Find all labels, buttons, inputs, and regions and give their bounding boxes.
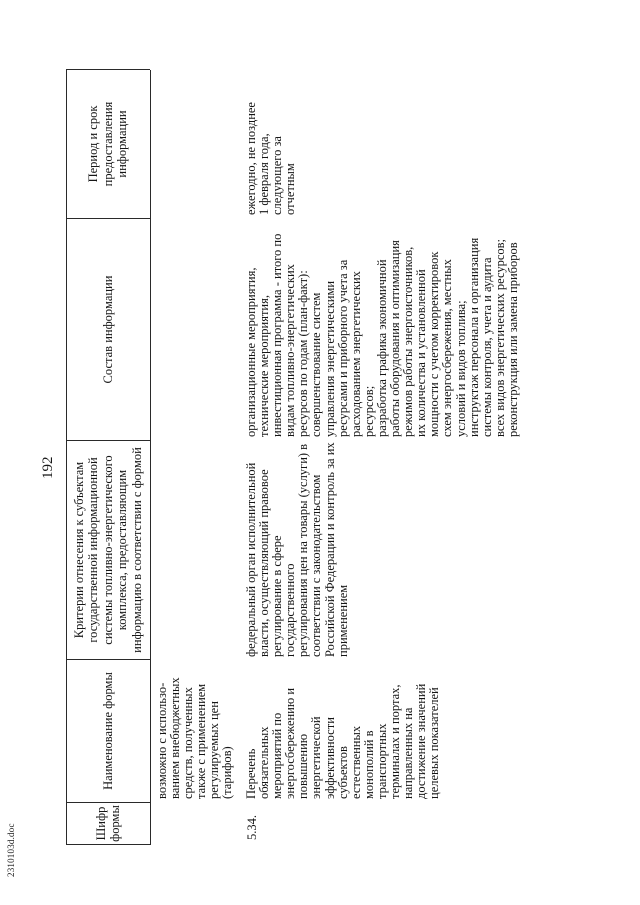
header-form-name: Наименование формы bbox=[100, 672, 115, 790]
header-criteria: Критерии отнесения к субъектам государственной информационной системы топливно-энергетического комплекса, предоставляющим информацию в соответствии с формой bbox=[71, 447, 144, 653]
row-composition: организационные мероприятия, технические мероприятия, инвестиционная программа - итого по видам топливно-энергетических ресурсов по годам (план-факт): совершенствование систем управления энергетическими ресурсами и приборного учета за расходованием энергетических ресурсов; разработка графика экономичной работы оборудования и оптимизация режимов работы энергоисточников, их количества и установленной мощности с учетом корректировок схем энергосбережения, местных условий и видов топлива; инструктаж персонала и организация системы контроля, учета и аудита всех видов энергетических ресурсов; реконструкция или замена приборов bbox=[244, 233, 520, 437]
file-code: 2310103d.doc bbox=[6, 823, 16, 877]
row-criteria: федеральный орган исполнительной власти, осуществляющий правовое регулирование в сфере государственного регулирования цен на товары (услуги) в соответствии с законодательством Российской Федерации и контроль за их применением bbox=[244, 442, 350, 657]
header-composition: Состав информации bbox=[100, 275, 115, 384]
continued-form-name: возможно с использо- ванием внебюджетных средств, полученных также с применением регулируемых цен (тарифов) bbox=[155, 677, 235, 799]
header-period: Период и срок предоставления информации bbox=[86, 101, 130, 187]
row-period: ежегодно, не позднее 1 февраля года, следующего за отчетным bbox=[244, 102, 298, 215]
form-table bbox=[66, 10, 626, 845]
header-form-code: Шифр формы bbox=[93, 805, 122, 842]
row-code: 5.34. bbox=[245, 815, 259, 840]
header-bottom-border bbox=[150, 70, 151, 845]
page-number: 192 bbox=[40, 456, 56, 479]
row-form-name: Перечень обязательных мероприятий по энергосбережению и повышению энергетической эффективности субъектов естественных монополий в транспортных терминалах и портах, направленных на достижение значений целевых показателей bbox=[244, 683, 442, 799]
